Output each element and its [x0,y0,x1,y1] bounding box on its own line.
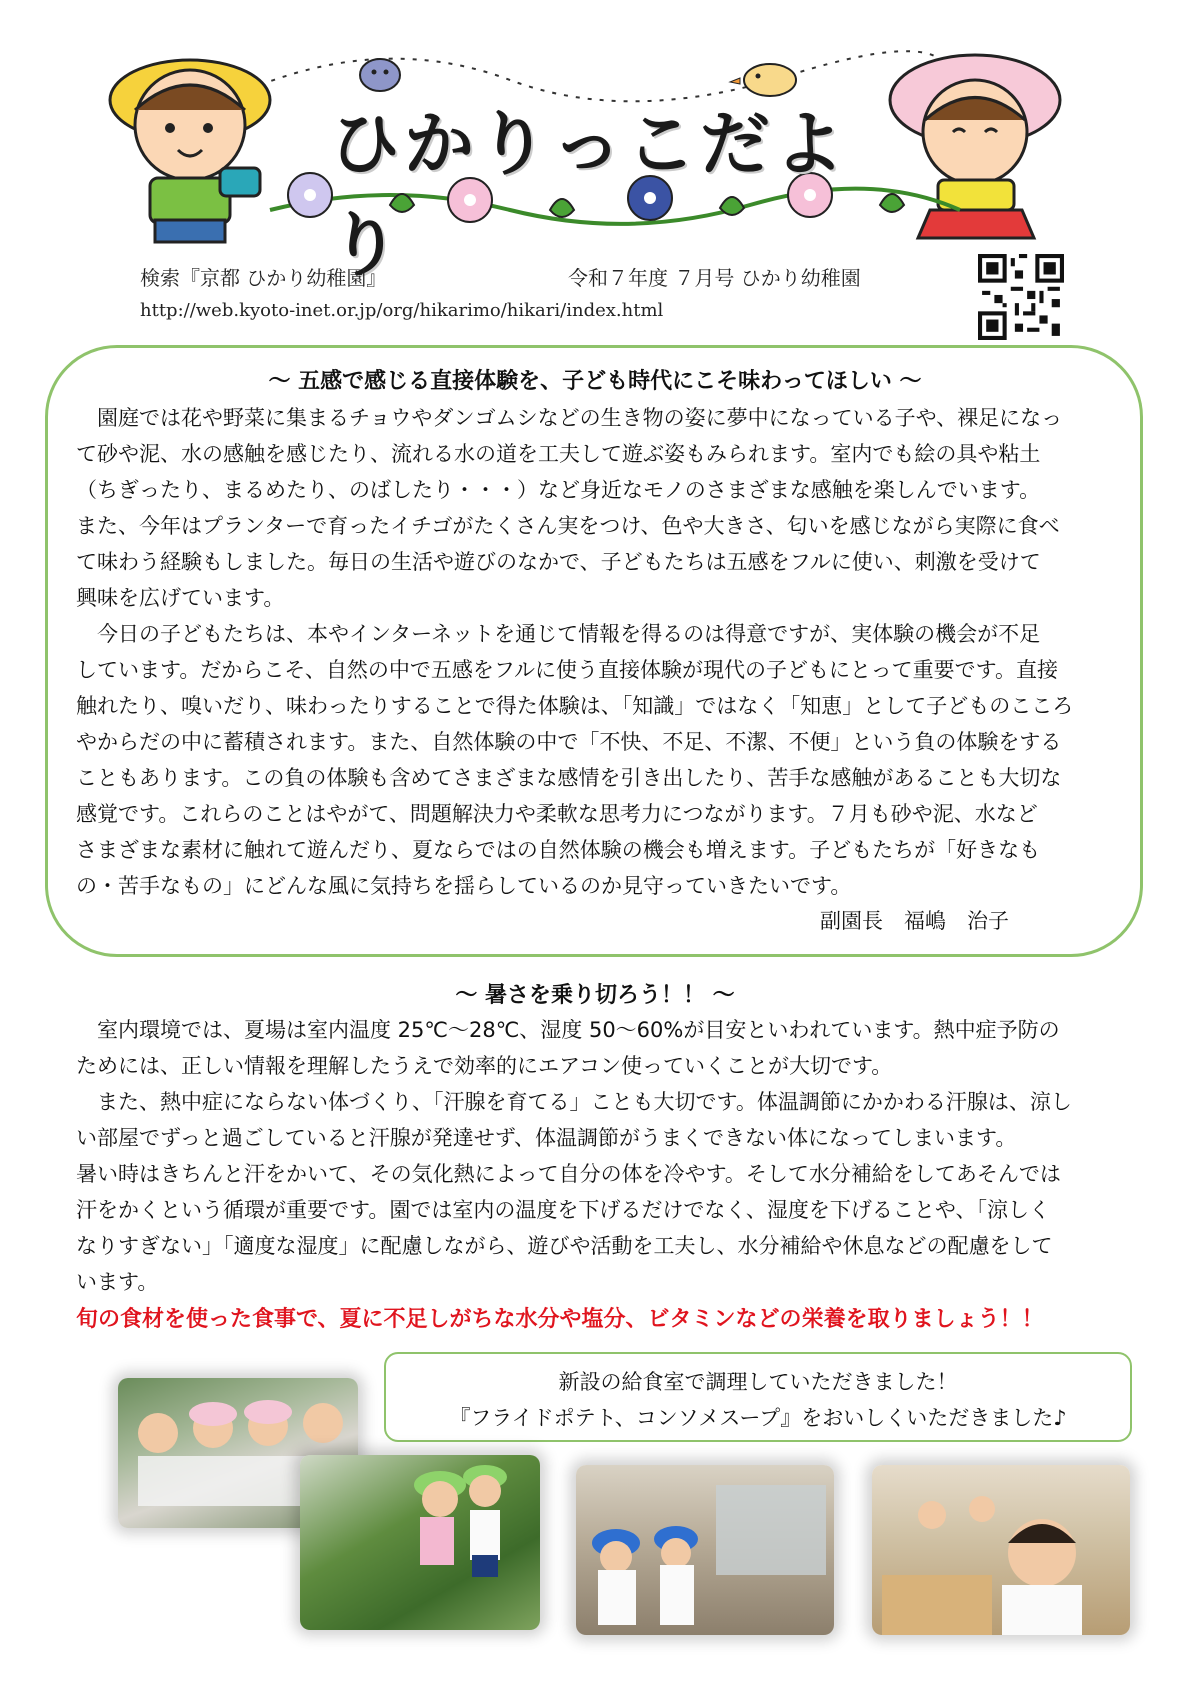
photo-kitchen-visit [576,1465,834,1635]
body-line: こともあります。この負の体験も含めてさまざまな感情を引き出したり、苦手な感触があることも大切な [76,766,1062,790]
body-line: しています。だからこそ、自然の中で五感をフルに使う直接体験が現代の子どもにとって重要です。直接 [76,658,1058,682]
body-line: の・苦手なもの」にどんな風に気持ちを揺らしているのか見守っていきたいです。 [76,874,852,898]
photo-children-garden [300,1455,540,1630]
nutrition-alert: 旬の食材を使った食事で、夏に不足しがちな水分や塩分、ビタミンなどの栄養を取りましょう！！ [76,1307,1044,1332]
body-line: なりすぎない」「適度な湿度」に配慮しながら、遊びや活動を工夫し、水分補給や休息などの配慮をして [76,1234,1053,1258]
body-line: て味わう経験もしました。毎日の生活や遊びのなかで、子どもたちは五感をフルに使い、刺激を受けて [76,550,1041,574]
body-line: 興味を広げています。 [76,586,285,610]
body-line: さまざまな素材に触れて遊んだり、夏ならではの自然体験の機会も増えます。子どもたちが「好きなも [76,838,1041,862]
body-line: また、今年はプランターで育ったイチゴがたくさん実をつけ、色や大きさ、匂いを感じながら実際に食べ [76,514,1060,538]
author-signature: 副園長 福嶋 治子 [820,909,1009,933]
website-url[interactable]: http://web.kyoto-inet.or.jp/org/hikarimo/hikari/index.html [140,300,664,321]
body-line: い部屋でずっと過ごしていると汗腺が発達せず、体温調節がうまくできない体になってしまいます。 [76,1126,1017,1150]
body-line: やからだの中に蓄積されます。また、自然体験の中で「不快、不足、不潔、不便」という負の体験をする [76,730,1062,754]
lunch-note-line1: 新設の給食室で調理していただきました！ [558,1370,958,1394]
photo-children-eating [872,1465,1130,1635]
body-line: 室内環境では、夏場は室内温度 25℃～28℃、湿度 50～60%が目安といわれています。熱中症予防の [76,1018,1060,1042]
body-line: 感覚です。これらのことはやがて、問題解決力や柔軟な思考力につながります。７月も砂や泥、水など [76,802,1038,826]
article-heading-heat: ～ 暑さを乗り切ろう！！ ～ [455,983,735,1008]
article-heading-senses: ～ 五感で感じる直接体験を、子ども時代にこそ味わってほしい ～ [268,369,922,394]
qr-code-icon[interactable] [978,254,1064,340]
lunch-note-line2: 『フライドポテト、コンソメスープ』をおいしくいただきました♪ [449,1406,1067,1430]
issue-info: 令和７年度 ７月号 ひかり幼稚園 [568,266,861,290]
body-line: て砂や泥、水の感触を感じたり、流れる水の道を工夫して遊ぶ姿もみられます。室内でも絵の具や粘土 [76,442,1041,466]
bird-icon [360,59,400,91]
article-body-heat [76,1012,1072,1300]
body-line: 汗をかくという循環が重要です。園では室内の温度を下げるだけでなく、湿度を下げることや、「涼しく [76,1198,1050,1222]
body-line: 触れたり、嗅いだり、味わったりすることで得た体験は、「知識」ではなく「知恵」として子どものこころ [76,694,1074,718]
girl-character-icon [890,55,1060,238]
boy-character-icon [110,60,270,242]
body-line: （ちぎったり、まるめたり、のばしたり・・・）など身近なモノのさまざまな感触を楽しんでいます。 [76,478,1041,502]
search-hint: 検索『京都 ひかり幼稚園』 [140,266,387,290]
body-line: 園庭では花や野菜に集まるチョウやダンゴムシなどの生き物の姿に夢中になっている子や、裸足になっ [76,406,1063,430]
body-line: ためには、正しい情報を理解したうえで効率的にエアコン使っていくことが大切です。 [76,1054,893,1078]
body-line: 今日の子どもたちは、本やインターネットを通じて情報を得るのは得意ですが、実体験の機会が不足 [76,622,1041,646]
newsletter-title: ひかりっこだより [330,103,848,286]
lunch-note-box [384,1352,1132,1442]
article-body-senses [76,400,1073,904]
body-line: います。 [76,1270,159,1294]
body-line: また、熱中症にならない体づくり、「汗腺を育てる」ことも大切です。体温調節にかかわる汗腺は、涼し [76,1090,1072,1114]
body-line: 暑い時はきちんと汗をかいて、その気化熱によって自分の体を冷やす。そして水分補給をしてあそんでは [76,1162,1061,1186]
